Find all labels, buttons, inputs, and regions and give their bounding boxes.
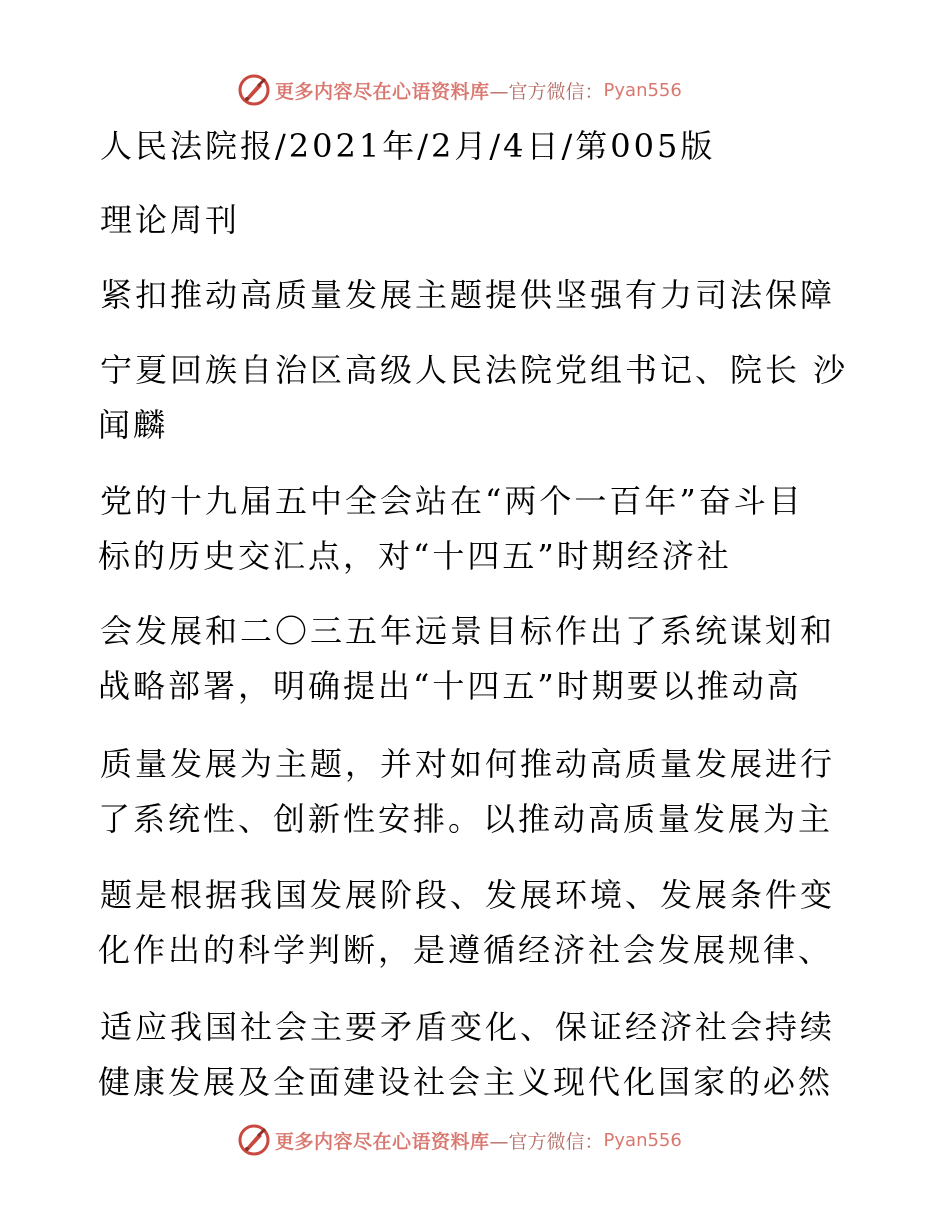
body-text-line: 化作出的科学判断，是遵循经济社会发展规律、 bbox=[98, 931, 834, 969]
watermark-header bbox=[237, 72, 682, 108]
watermark-main-text: 更多内容尽在心语资料库 bbox=[275, 80, 490, 103]
body-text-line: 题是根据我国发展阶段、发展环境、发展条件变 bbox=[100, 876, 836, 914]
watermark-wechat-id: Pyan556 bbox=[603, 79, 682, 101]
body-text-line: 标的历史交汇点，对“十四五”时期经济社 bbox=[98, 537, 732, 575]
author-line-continued: 闻麟 bbox=[98, 406, 169, 444]
watermark-footer bbox=[237, 1122, 682, 1158]
body-text-line: 质量发展为主题，并对如何推动高质量发展进行 bbox=[100, 745, 836, 783]
pen-logo-icon bbox=[237, 73, 271, 107]
body-text-line: 健康发展及全面建设社会主义现代化国家的必然 bbox=[98, 1063, 834, 1101]
watermark-side-text: —官方微信： bbox=[489, 80, 604, 103]
watermark-wechat-id: Pyan556 bbox=[603, 1129, 682, 1151]
body-text-line: 会发展和二〇三五年远景目标作出了系统谋划和 bbox=[100, 612, 836, 650]
watermark-side-text: —官方微信： bbox=[489, 1130, 604, 1153]
pen-logo-icon bbox=[237, 1123, 271, 1157]
body-text-line: 党的十九届五中全会站在“两个一百年”奋斗目 bbox=[100, 482, 804, 520]
body-text-line: 了系统性、创新性安排。以推动高质量发展为主 bbox=[98, 800, 834, 838]
body-text-line: 战略部署，明确提出“十四五”时期要以推动高 bbox=[98, 667, 802, 705]
article-source-line: 人民法院报/2021年/2月/4日/第005版 bbox=[100, 127, 716, 165]
article-title: 紧扣推动高质量发展主题提供坚强有力司法保障 bbox=[100, 276, 836, 314]
section-name: 理论周刊 bbox=[100, 201, 241, 239]
body-text-line: 适应我国社会主要矛盾变化、保证经济社会持续 bbox=[100, 1008, 836, 1046]
author-line: 宁夏回族自治区高级人民法院党组书记、院长 沙 bbox=[100, 351, 849, 389]
watermark-main-text: 更多内容尽在心语资料库 bbox=[275, 1130, 490, 1153]
